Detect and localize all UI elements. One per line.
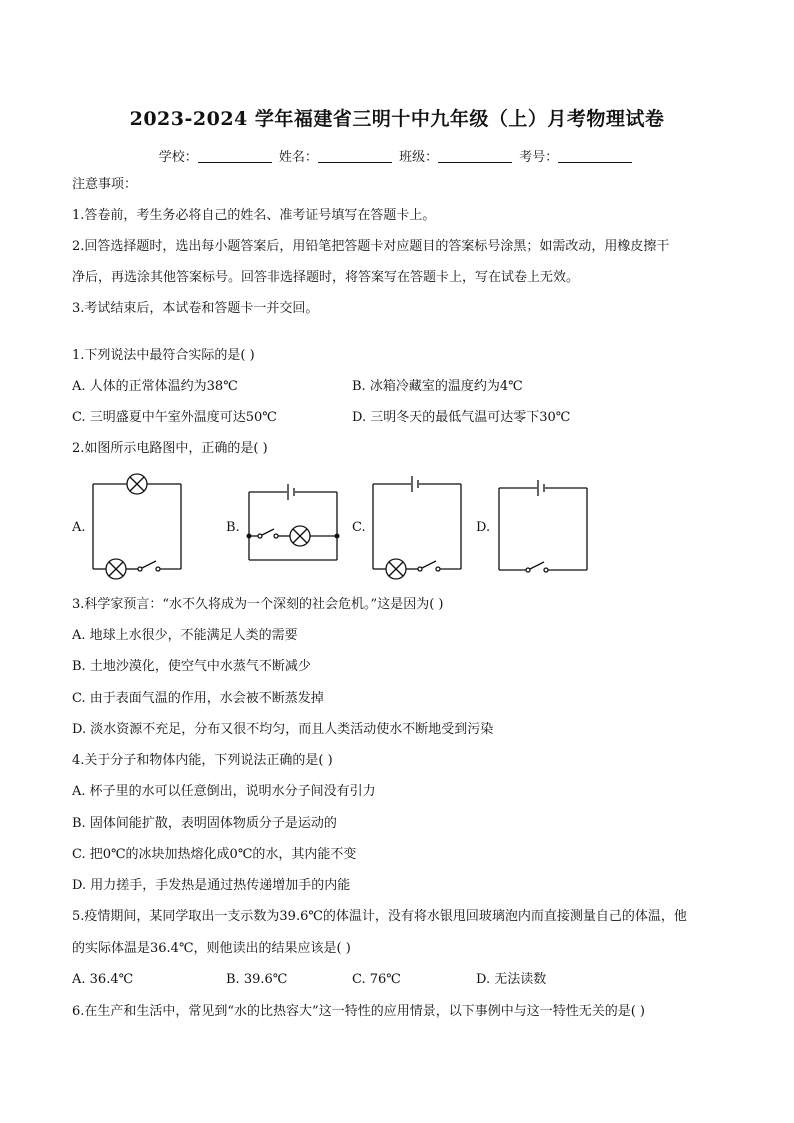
q1-option-d: D. 三明冬天的最低气温可达零下30℃ xyxy=(352,410,571,425)
name-blank[interactable] xyxy=(318,150,392,163)
q5-option-c: C. 76℃ xyxy=(352,972,401,987)
note-item-2: 2.回答选择题时，选出每小题答案后，用铅笔把答题卡对应题目的答案标号涂黑；如需改动，用橡皮擦干 xyxy=(72,239,670,254)
exam-title: 2023-2024 学年福建省三明十中九年级（上）月考物理试卷 xyxy=(129,108,665,130)
exam-number-blank[interactable] xyxy=(558,150,632,163)
q1-option-c: C. 三明盛夏中午室外温度可达50℃ xyxy=(72,410,277,425)
q4-option-a: A. 杯子里的水可以任意倒出，说明水分子间没有引力 xyxy=(72,784,376,799)
q1-stem: 1.下列说法中最符合实际的是( ) xyxy=(72,348,255,363)
q2-label-d: D. xyxy=(476,520,491,535)
note-item-3: 3.考试结束后，本试卷和答题卡一并交回。 xyxy=(72,301,319,316)
q5-option-b: B. 39.6℃ xyxy=(226,972,288,987)
q2-label-b: B. xyxy=(226,520,240,535)
q3-option-c: C. 由于表面气温的作用，水会被不断蒸发掉 xyxy=(72,691,324,706)
q2-label-a: A. xyxy=(72,520,86,535)
circuit-d-diagram xyxy=(496,476,590,576)
school-label: 学校： xyxy=(158,150,198,165)
q2-label-c: C. xyxy=(352,520,366,535)
class-blank[interactable] xyxy=(438,150,512,163)
q2-stem: 2.如图所示电路图中，正确的是( ) xyxy=(72,441,268,456)
q1-option-a: A. 人体的正常体温约为38℃ xyxy=(72,379,238,394)
note-item-1: 1.答卷前，考生务必将自己的姓名、准考证号填写在答题卡上。 xyxy=(72,208,436,223)
circuit-a-diagram xyxy=(90,472,184,578)
q5-option-a: A. 36.4℃ xyxy=(72,972,134,987)
school-blank[interactable] xyxy=(198,150,272,163)
q5-option-d: D. 无法读数 xyxy=(476,972,547,987)
exam-number-label: 考号： xyxy=(519,150,559,165)
q3-option-d: D. 淡水资源不充足，分布又很不均匀，而且人类活动使水不断地受到污染 xyxy=(72,722,494,737)
name-label: 姓名： xyxy=(278,150,318,165)
q5-stem-line1: 5.疫情期间，某同学取出一支示数为39.6℃的体温计，没有将水银甩回玻璃泡内而直接测量自己的体温，他 xyxy=(72,909,687,924)
circuit-c-diagram xyxy=(370,472,464,578)
q4-option-d: D. 用力搓手，手发热是通过热传递增加手的内能 xyxy=(72,878,351,893)
note-item-2-cont: 净后，再选涂其他答案标号。回答非选择题时，将答案写在答题卡上，写在试卷上无效。 xyxy=(72,270,580,285)
student-info-row xyxy=(0,146,794,165)
notes-heading: 注意事项： xyxy=(72,177,138,192)
q3-stem: 3.科学家预言：“水不久将成为一个深刻的社会危机。”这是因为( ) xyxy=(72,597,444,612)
q5-stem-line2: 的实际体温是36.4℃，则他读出的结果应该是( ) xyxy=(72,941,351,956)
q4-stem: 4.关于分子和物体内能，下列说法正确的是( ) xyxy=(72,753,333,768)
class-label: 班级： xyxy=(399,150,439,165)
q4-option-c: C. 把0℃的冰块加热熔化成0℃的水，其内能不变 xyxy=(72,847,357,862)
q3-option-b: B. 土地沙漠化，使空气中水蒸气不断减少 xyxy=(72,659,311,674)
q3-option-a: A. 地球上水很少，不能满足人类的需要 xyxy=(72,628,298,643)
q1-option-b: B. 冰箱冷藏室的温度约为4℃ xyxy=(352,379,523,394)
circuit-b-diagram xyxy=(246,480,340,566)
q6-stem: 6.在生产和生活中，常见到“水的比热容大”这一特性的应用情景，以下事例中与这一特性无关的是( ) xyxy=(72,1004,645,1019)
q4-option-b: B. 固体间能扩散，表明固体物质分子是运动的 xyxy=(72,816,337,831)
